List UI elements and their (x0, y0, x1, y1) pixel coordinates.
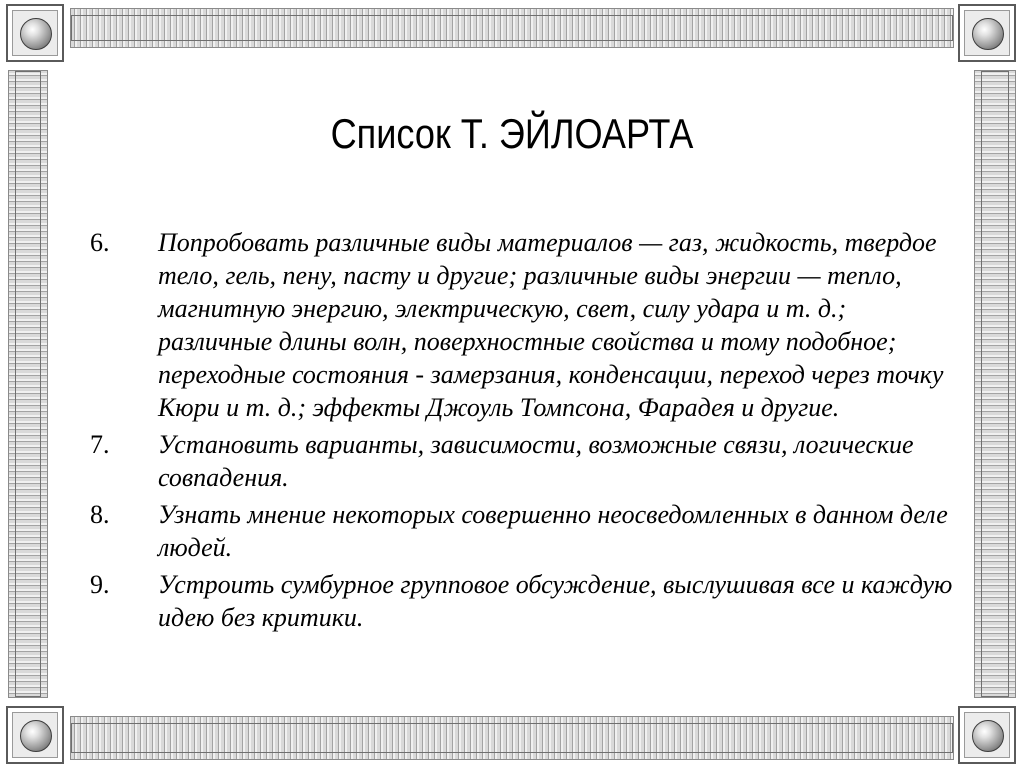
corner-knob-icon (20, 720, 52, 752)
list-item-text: Узнать мнение некоторых совершенно неосведомленных в данном деле людей. (158, 500, 948, 562)
corner-knob-icon (972, 18, 1004, 50)
frame-top-bar (70, 8, 954, 48)
numbered-list (90, 226, 960, 638)
list-item-number: 9. (90, 570, 110, 599)
frame-corner-top-right (958, 4, 1016, 62)
list-item (90, 568, 960, 634)
frame-corner-bottom-right (958, 706, 1016, 764)
corner-knob-icon (20, 18, 52, 50)
frame-corner-top-left (6, 4, 64, 62)
frame-left-bar (8, 70, 48, 698)
list-item-text: Попробовать различные виды материалов — газ, жидкость, твердое тело, гель, пену, пасту и другие; различные виды энергии — тепло, магнитную энергию, электрическую, свет, силу удара и т. д.; различные длины волн, поверхностные свойства и тому подобное; переходные состояния - замерзания, конденсации, переход через точку Кюри и т. д.; эффекты Джоуль Томпсона, Фарадея и другие. (158, 228, 944, 422)
list-item-number: 8. (90, 500, 110, 529)
frame-corner-bottom-left (6, 706, 64, 764)
corner-knob-icon (972, 720, 1004, 752)
frame-bottom-bar (70, 716, 954, 760)
list-item-text: Устроить сумбурное групповое обсуждение, выслушивая все и каждую идею без критики. (158, 570, 953, 632)
list-item-number: 7. (90, 430, 110, 459)
list-item (90, 428, 960, 494)
slide-title: Список Т. ЭЙЛОАРТА (330, 110, 694, 157)
list-item (90, 498, 960, 564)
list-item-number: 6. (90, 228, 110, 257)
frame-right-bar (974, 70, 1016, 698)
list-item (90, 226, 960, 424)
list-item-text: Установить варианты, зависимости, возможные связи, логические совпадения. (158, 430, 914, 492)
